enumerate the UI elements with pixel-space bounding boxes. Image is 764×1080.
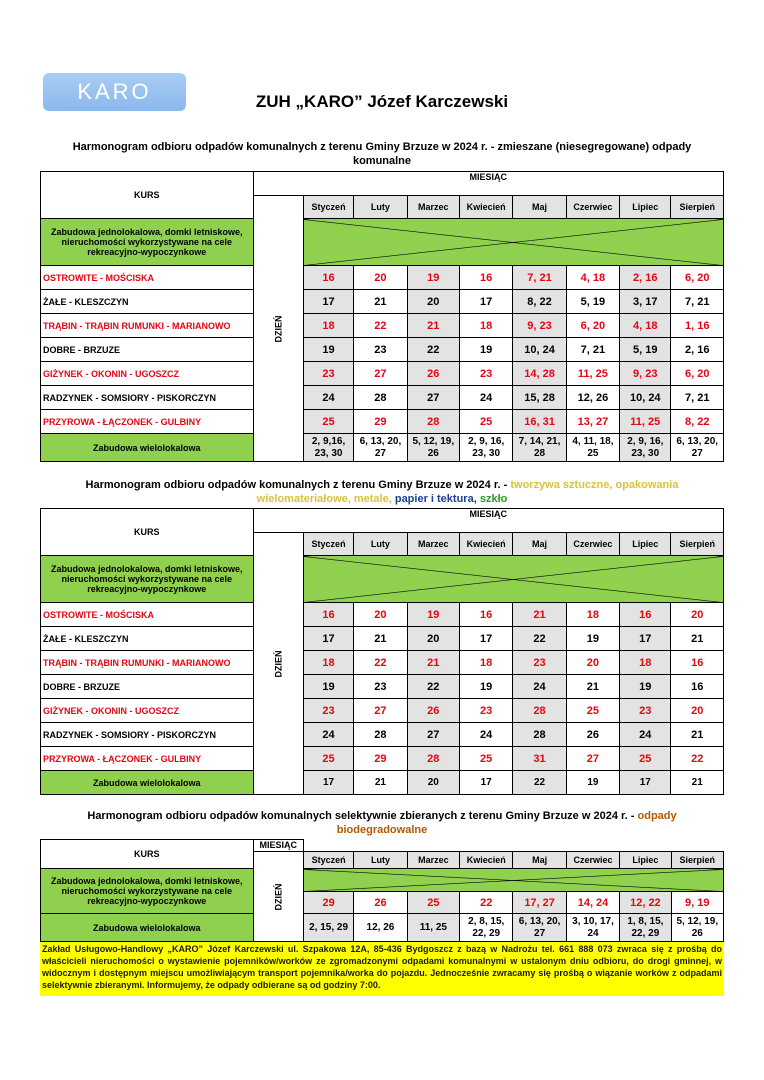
header-blank <box>303 840 723 852</box>
no-collection-cell <box>303 869 723 892</box>
date-line: 4, 11, 18, <box>572 435 614 447</box>
month-header: Czerwiec <box>566 852 619 869</box>
date-cell: 19 <box>566 627 619 651</box>
date-cell: 9, 23 <box>513 314 566 338</box>
date-cell: 26 <box>407 699 459 723</box>
date-cell: 21 <box>407 651 459 675</box>
date-cell: 19 <box>303 338 353 362</box>
header-row <box>41 840 724 852</box>
section1-title-line1: Harmonogram odbioru odpadów komunalnych z terenu Gminy Brzuze w 2024 r. - zmieszane (niesegregowane) odpady <box>72 141 692 153</box>
date-cell <box>620 434 671 462</box>
table-row <box>41 747 724 771</box>
date-cell: 16 <box>303 603 353 627</box>
date-cell: 3, 17 <box>620 290 671 314</box>
table-row <box>41 699 724 723</box>
date-cell: 14, 28 <box>513 362 566 386</box>
date-cell: 19 <box>459 338 512 362</box>
date-line: 27 <box>691 447 703 459</box>
date-cell: 22 <box>407 675 459 699</box>
miesiac-header: MIESIĄC <box>253 172 723 196</box>
dzien-label <box>253 196 303 462</box>
date-cell: 17, 27 <box>513 892 566 914</box>
table-row <box>41 603 724 627</box>
month-header: Styczeń <box>303 196 353 219</box>
header-row <box>41 172 724 196</box>
section2-title <box>40 478 724 506</box>
date-cell: 23 <box>459 362 512 386</box>
route-label: TRĄBIN - TRĄBIN RUMUNKI - MARIANOWO <box>41 651 254 675</box>
date-line: 1, 8, 15, <box>627 915 664 927</box>
zabudowa-jedno-label: Zabudowa jednolokalowa, domki letniskowe, nieruchomości wykorzystywane na cele rekreacyjno-wypoczynkowe <box>41 556 254 603</box>
table-row <box>41 290 724 314</box>
date-cell: 20 <box>671 699 724 723</box>
date-cell: 27 <box>354 362 407 386</box>
date-cell: 24 <box>303 723 353 747</box>
route-label: GIŻYNEK - OKONIN - UGOSZCZ <box>41 699 254 723</box>
date-cell: 7, 21 <box>671 290 724 314</box>
route-label: RADZYNEK - SOMSIORY - PISKORCZYN <box>41 386 254 410</box>
date-line: 6, 13, 20, <box>676 435 719 447</box>
date-cell: 18 <box>459 651 512 675</box>
table-row <box>41 651 724 675</box>
date-cell: 23 <box>513 651 566 675</box>
date-cell: 23 <box>459 699 512 723</box>
section3-title <box>40 809 724 837</box>
miesiac-header: MIESIĄC <box>253 840 303 852</box>
month-header: Czerwiec <box>566 196 619 219</box>
date-cell: 26 <box>407 362 459 386</box>
date-cell: 15, 28 <box>513 386 566 410</box>
month-header: Maj <box>513 196 566 219</box>
date-cell: 16 <box>459 603 512 627</box>
date-cell <box>671 434 724 462</box>
schedule-table-bio <box>40 839 724 942</box>
date-cell: 28 <box>407 410 459 434</box>
date-cell: 25 <box>566 699 619 723</box>
date-cell: 16 <box>671 651 724 675</box>
month-header: Styczeń <box>303 533 353 556</box>
date-cell: 20 <box>407 771 459 795</box>
date-cell: 14, 24 <box>566 892 619 914</box>
table-row <box>41 266 724 290</box>
month-header: Lipiec <box>620 852 671 869</box>
date-cell: 16 <box>671 675 724 699</box>
date-cell: 7, 21 <box>566 338 619 362</box>
date-cell: 17 <box>303 290 353 314</box>
table-row <box>41 314 724 338</box>
month-header: Marzec <box>407 852 459 869</box>
date-cell: 18 <box>459 314 512 338</box>
date-line: 2, 9, 16, <box>468 435 505 447</box>
dzien-text: DZIEŃ <box>273 315 284 342</box>
route-label: PRZYROWA - ŁĄCZONEK - GULBINY <box>41 747 254 771</box>
date-cell: 22 <box>671 747 724 771</box>
date-cell: 12, 26 <box>566 386 619 410</box>
date-cell: 23 <box>354 338 407 362</box>
date-cell: 27 <box>407 723 459 747</box>
date-cell: 12, 22 <box>620 892 671 914</box>
month-header: Sierpień <box>671 196 724 219</box>
date-cell: 17 <box>459 627 512 651</box>
date-line: 7, 14, 21, <box>518 435 561 447</box>
date-line: 23, 30 <box>472 447 501 459</box>
section2-title-c: wielomateriałowe, metale, <box>256 493 392 505</box>
section2-title-a: Harmonogram odbioru odpadów komunalnych z terenu Gminy Brzuze w 2024 r. - <box>85 479 511 491</box>
zabudowa-wielo-label: Zabudowa wielolokalowa <box>41 914 254 942</box>
date-cell: 19 <box>620 675 671 699</box>
date-cell: 7, 21 <box>513 266 566 290</box>
date-cell: 27 <box>354 699 407 723</box>
route-label: PRZYROWA - ŁĄCZONEK - GULBINY <box>41 410 254 434</box>
date-cell: 8, 22 <box>513 290 566 314</box>
date-cell: 22 <box>354 314 407 338</box>
month-header: Sierpień <box>671 852 723 869</box>
date-cell <box>460 914 513 942</box>
date-cell: 9, 23 <box>620 362 671 386</box>
date-cell: 23 <box>303 362 353 386</box>
date-cell: 31 <box>513 747 566 771</box>
date-cell: 28 <box>354 723 407 747</box>
table-row <box>41 675 724 699</box>
month-header: Kwiecień <box>460 852 513 869</box>
date-cell: 27 <box>566 747 619 771</box>
section3-title-b: odpady <box>637 810 677 822</box>
date-cell: 2, 16 <box>620 266 671 290</box>
date-cell: 22 <box>513 627 566 651</box>
date-cell: 20 <box>671 603 724 627</box>
date-cell: 20 <box>354 603 407 627</box>
section3-title-c: biodegradowalne <box>336 824 428 836</box>
date-cell: 5, 19 <box>620 338 671 362</box>
date-cell: 24 <box>459 386 512 410</box>
date-cell: 19 <box>303 675 353 699</box>
month-header: Czerwiec <box>566 533 619 556</box>
month-header: Lipiec <box>620 196 671 219</box>
date-line: 2, 15, 29 <box>309 921 349 933</box>
logo-text: KARO <box>77 79 152 104</box>
date-cell: 25 <box>459 410 512 434</box>
dzien-text: DZIEŃ <box>273 883 284 910</box>
zabudowa-jedno-row <box>41 869 724 892</box>
month-header: Marzec <box>407 196 459 219</box>
date-cell: 23 <box>303 699 353 723</box>
date-cell: 21 <box>671 771 724 795</box>
schedule-table-mixed <box>40 171 724 462</box>
notice-box: Zakład Usługowo-Handlowy „KARO” Józef Karczewski ul. Szpakowa 12A, 85-436 Bydgoszcz z bazą w Nadrożu tel. 661 888 073 zwraca się z prośbą do właścicieli nieruchomości o wystawienie pojemników/worków ze zgromadzonymi odpadami komunalnymi w ustalonym dniu odbioru, do drogi gminnej, w widocznym i dostępnym miejscu umożliwiającym transport pojemnika/worka do pojazdu. Jednocześnie zwracamy się prośbą o wiązanie worków z odpadami selektywnie zbieranymi. Informujemy, że odpady odbierane są od godziny 7:00. <box>40 942 724 996</box>
zabudowa-wielo-row <box>41 914 724 942</box>
date-cell <box>407 434 459 462</box>
date-cell: 22 <box>513 771 566 795</box>
date-cell: 21 <box>407 314 459 338</box>
zabudowa-jedno-row <box>41 219 724 266</box>
date-line: 2, 9, 16, <box>627 435 664 447</box>
date-cell: 19 <box>459 675 512 699</box>
date-cell: 6, 20 <box>671 266 724 290</box>
section2-title-e: szkło <box>479 493 508 505</box>
month-header: Marzec <box>407 533 459 556</box>
route-label: ŻAŁE - KLESZCZYN <box>41 627 254 651</box>
date-cell <box>459 434 512 462</box>
date-cell: 28 <box>354 386 407 410</box>
date-cell: 5, 19 <box>566 290 619 314</box>
table-row <box>41 410 724 434</box>
month-header: Styczeń <box>303 852 353 869</box>
date-cell <box>513 914 566 942</box>
date-cell <box>513 434 566 462</box>
date-cell: 26 <box>566 723 619 747</box>
date-cell: 21 <box>566 675 619 699</box>
zabudowa-jedno-label: Zabudowa jednolokalowa, domki letniskowe, nieruchomości wykorzystywane na cele rekreacyjno-wypoczynkowe <box>41 869 254 914</box>
month-header: Luty <box>354 196 407 219</box>
date-line: 5, 12, 19, <box>412 435 455 447</box>
date-cell: 11, 25 <box>566 362 619 386</box>
date-cell: 11, 25 <box>620 410 671 434</box>
kurs-header: KURS <box>41 509 254 556</box>
month-header: Kwiecień <box>459 533 512 556</box>
date-line: 6, 13, 20, <box>359 435 402 447</box>
date-cell: 19 <box>407 266 459 290</box>
kurs-header: KURS <box>41 172 254 219</box>
date-line: 23, 30 <box>314 447 343 459</box>
section2-title-b: tworzywa sztuczne, opakowania <box>510 479 679 491</box>
date-cell: 7, 21 <box>671 386 724 410</box>
date-cell: 10, 24 <box>620 386 671 410</box>
date-cell: 17 <box>303 627 353 651</box>
date-cell: 27 <box>407 386 459 410</box>
zabudowa-wielo-label: Zabudowa wielolokalowa <box>41 771 254 795</box>
month-header: Lipiec <box>620 533 671 556</box>
date-cell: 21 <box>513 603 566 627</box>
zabudowa-jedno-label: Zabudowa jednolokalowa, domki letniskowe, nieruchomości wykorzystywane na cele rekreacyjno-wypoczynkowe <box>41 219 254 266</box>
section1-title-line2: komunalne <box>352 155 412 167</box>
date-cell: 17 <box>303 771 353 795</box>
date-cell: 20 <box>407 290 459 314</box>
schedule-table-selective <box>40 508 724 795</box>
date-cell: 6, 20 <box>671 362 724 386</box>
date-cell: 1, 16 <box>671 314 724 338</box>
date-line: 26 <box>691 927 703 939</box>
section3-title-a: Harmonogram odbioru odpadów komunalnych selektywnie zbieranych z terenu Gminy Brzuze w 2024 r. - <box>87 810 638 822</box>
date-cell: 16 <box>459 266 512 290</box>
route-label: OSTROWITE - MOŚCISKA <box>41 603 254 627</box>
date-cell: 18 <box>620 651 671 675</box>
zabudowa-wielo-label: Zabudowa wielolokalowa <box>41 434 254 462</box>
date-cell: 26 <box>354 892 407 914</box>
date-cell: 4, 18 <box>620 314 671 338</box>
table-row <box>41 627 724 651</box>
date-line: 27 <box>374 447 386 459</box>
date-cell: 22 <box>460 892 513 914</box>
date-cell: 20 <box>566 651 619 675</box>
route-label: TRĄBIN - TRĄBIN RUMUNKI - MARIANOWO <box>41 314 254 338</box>
date-line: 26 <box>427 447 439 459</box>
route-label: OSTROWITE - MOŚCISKA <box>41 266 254 290</box>
section2-title-d: papier i tektura, <box>394 493 477 505</box>
date-cell: 20 <box>407 627 459 651</box>
table-row <box>41 723 724 747</box>
date-line: 12, 26 <box>366 921 395 933</box>
table-row <box>41 362 724 386</box>
date-line: 6, 13, 20, <box>518 915 561 927</box>
kurs-header: KURS <box>41 840 254 869</box>
date-cell <box>303 434 353 462</box>
date-cell: 17 <box>620 771 671 795</box>
date-cell: 10, 24 <box>513 338 566 362</box>
date-cell: 17 <box>459 290 512 314</box>
date-cell: 21 <box>354 290 407 314</box>
route-label: GIŻYNEK - OKONIN - UGOSZCZ <box>41 362 254 386</box>
miesiac-header: MIESIĄC <box>253 509 723 533</box>
dzien-label <box>253 533 303 795</box>
dzien-label <box>253 852 303 942</box>
date-cell: 21 <box>671 723 724 747</box>
route-label: DOBRE - BRZUZE <box>41 338 254 362</box>
no-collection-cell <box>303 556 723 603</box>
date-cell: 21 <box>671 627 724 651</box>
date-cell: 24 <box>303 386 353 410</box>
date-cell: 23 <box>620 699 671 723</box>
month-header: Maj <box>513 533 566 556</box>
date-cell <box>303 914 353 942</box>
route-label: DOBRE - BRZUZE <box>41 675 254 699</box>
month-header: Maj <box>513 852 566 869</box>
no-collection-cell <box>303 219 723 266</box>
route-label: ŻAŁE - KLESZCZYN <box>41 290 254 314</box>
date-cell: 25 <box>303 747 353 771</box>
month-header: Luty <box>354 533 407 556</box>
date-cell: 19 <box>407 603 459 627</box>
date-cell: 2, 16 <box>671 338 724 362</box>
month-header: Kwiecień <box>459 196 512 219</box>
date-cell: 21 <box>354 627 407 651</box>
date-cell <box>566 914 619 942</box>
date-cell: 13, 27 <box>566 410 619 434</box>
date-cell: 22 <box>354 651 407 675</box>
date-cell: 29 <box>354 747 407 771</box>
date-cell: 16, 31 <box>513 410 566 434</box>
month-header: Luty <box>354 852 407 869</box>
date-cell: 22 <box>407 338 459 362</box>
table-row <box>41 338 724 362</box>
date-cell: 24 <box>459 723 512 747</box>
zabudowa-wielo-row <box>41 434 724 462</box>
date-line: 22, 29 <box>472 927 501 939</box>
date-cell: 23 <box>354 675 407 699</box>
date-cell: 4, 18 <box>566 266 619 290</box>
page-title: ZUH „KARO” Józef Karczewski <box>255 92 509 111</box>
date-line: 27 <box>534 927 546 939</box>
date-cell <box>566 434 619 462</box>
date-cell <box>671 914 723 942</box>
zabudowa-wielo-row <box>41 771 724 795</box>
date-cell: 25 <box>303 410 353 434</box>
section1-title <box>40 140 724 168</box>
date-cell: 25 <box>407 892 459 914</box>
date-line: 5, 12, 19, <box>676 915 719 927</box>
date-line: 22, 29 <box>631 927 660 939</box>
date-cell: 18 <box>303 651 353 675</box>
date-cell: 28 <box>513 723 566 747</box>
date-line: 23, 30 <box>631 447 660 459</box>
date-line: 11, 25 <box>419 921 447 933</box>
date-cell: 8, 22 <box>671 410 724 434</box>
date-cell <box>407 914 459 942</box>
date-line: 28 <box>533 447 546 459</box>
date-line: 2, 9,16, <box>311 435 346 447</box>
date-cell: 24 <box>620 723 671 747</box>
date-line: 3, 10, 17, <box>572 915 614 927</box>
date-cell: 21 <box>354 771 407 795</box>
date-cell <box>354 914 407 942</box>
date-line: 24 <box>587 927 599 939</box>
month-header: Sierpień <box>671 533 724 556</box>
date-cell: 16 <box>620 603 671 627</box>
zabudowa-jedno-row <box>41 556 724 603</box>
table-row <box>41 386 724 410</box>
date-cell: 29 <box>303 892 353 914</box>
date-cell: 25 <box>459 747 512 771</box>
date-cell: 28 <box>407 747 459 771</box>
date-cell: 16 <box>303 266 353 290</box>
date-cell: 6, 20 <box>566 314 619 338</box>
date-cell: 9, 19 <box>671 892 723 914</box>
header-row <box>41 509 724 533</box>
date-line: 2, 8, 15, <box>468 915 505 927</box>
date-cell: 20 <box>354 266 407 290</box>
date-cell: 28 <box>513 699 566 723</box>
date-cell <box>354 434 407 462</box>
date-cell: 24 <box>513 675 566 699</box>
date-cell: 29 <box>354 410 407 434</box>
date-cell: 19 <box>566 771 619 795</box>
dzien-text: DZIEŃ <box>273 650 284 677</box>
route-label: RADZYNEK - SOMSIORY - PISKORCZYN <box>41 723 254 747</box>
date-cell: 18 <box>566 603 619 627</box>
date-cell: 17 <box>620 627 671 651</box>
date-cell: 18 <box>303 314 353 338</box>
date-cell <box>620 914 671 942</box>
date-cell: 25 <box>620 747 671 771</box>
date-cell: 17 <box>459 771 512 795</box>
date-line: 25 <box>587 447 599 459</box>
